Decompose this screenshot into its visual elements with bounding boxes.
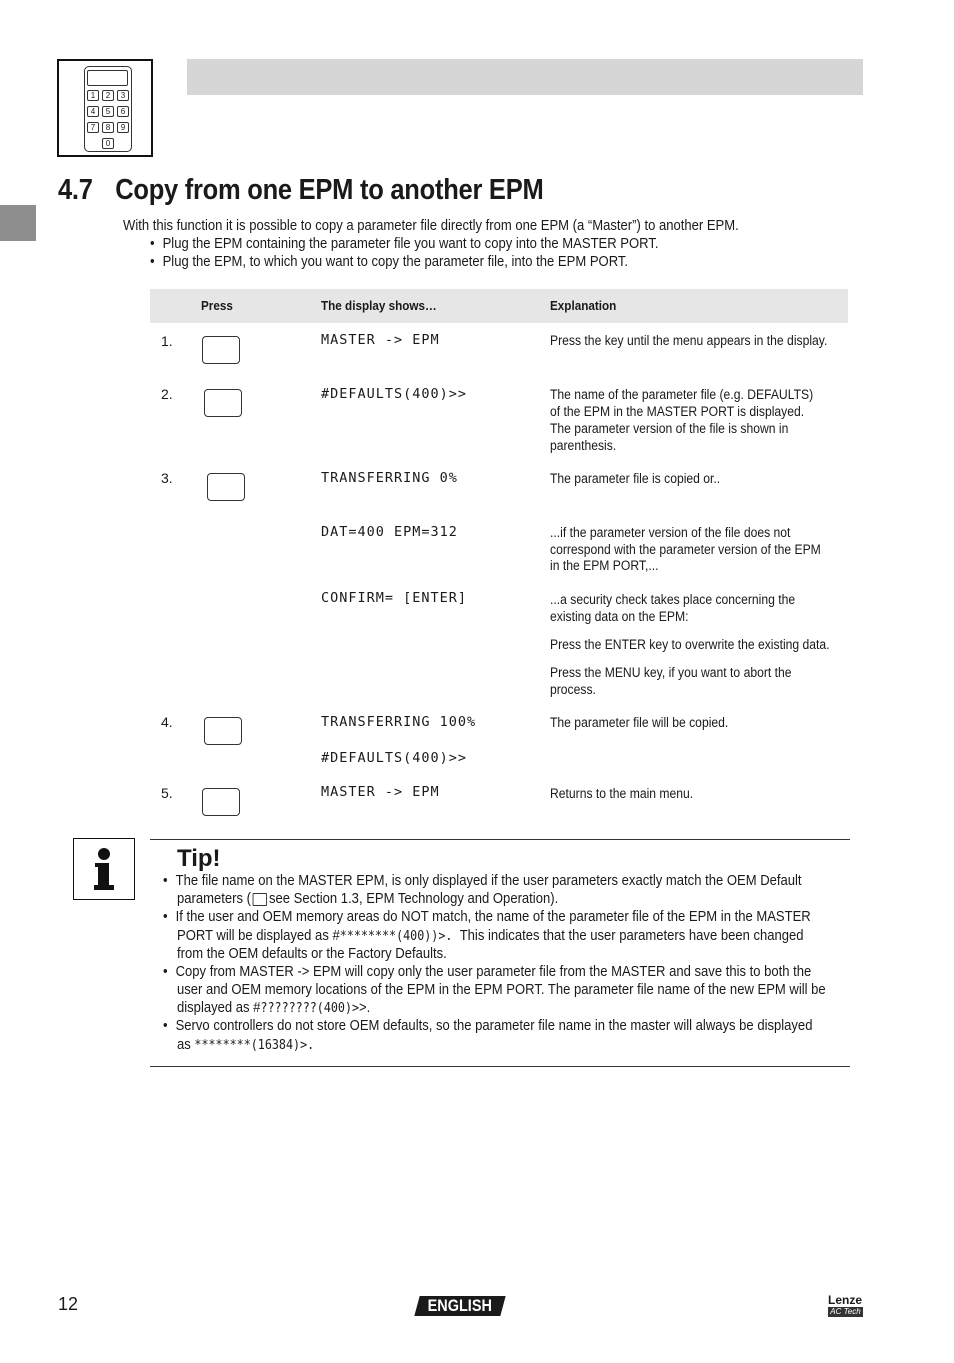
keypad-key: 3 (117, 90, 129, 101)
keypad-key: 9 (117, 122, 129, 133)
explanation-text: The name of the parameter file (e.g. DEFAULTS) (550, 387, 814, 402)
explanation-text: ...if the parameter version of the file does not (550, 525, 791, 540)
explanation-text: Press the ENTER key to overwrite the existing data. (550, 637, 830, 652)
explanation-text: Returns to the main menu. (550, 786, 694, 801)
display-text: #DEFAULTS(400)>> (321, 750, 468, 766)
tip-bullet-line: as ********(16384)>. (177, 1037, 315, 1053)
step-number: 1. (161, 333, 173, 349)
brand-logo: Lenze (828, 1293, 863, 1307)
keypad-key: 6 (117, 106, 129, 117)
info-icon (73, 838, 135, 900)
table-header (150, 289, 848, 323)
keypad-key: 0 (102, 138, 114, 149)
explanation-text: existing data on the EPM: (550, 609, 689, 624)
explanation-text: The parameter file will be copied. (550, 715, 729, 730)
bullet-item: • Plug the EPM, to which you want to copy the parameter file, into the EPM PORT. (150, 254, 629, 270)
keypad-key: 1 (87, 90, 99, 101)
explanation-text: The parameter file is copied or.. (550, 471, 721, 486)
explanation-text: correspond with the parameter version of the EPM (550, 542, 821, 557)
explanation-text: ...a security check takes place concerning the (550, 592, 796, 607)
key-button-icon (204, 717, 242, 745)
tip-title: Tip! (177, 845, 221, 872)
tip-divider-bottom (150, 1066, 850, 1067)
display-text: MASTER -> EPM (321, 784, 440, 800)
page-number: 12 (58, 1294, 79, 1314)
display-text: MASTER -> EPM (321, 332, 440, 348)
keypad-display (87, 70, 128, 86)
explanation-text: process. (550, 682, 596, 697)
tip-divider-top (150, 839, 850, 840)
tip-bullet: • Copy from MASTER -> EPM will copy only the user parameter file from the MASTER and save this to both the (163, 964, 812, 980)
display-text: TRANSFERRING 100% (321, 714, 477, 730)
keypad-key: 2 (102, 90, 114, 101)
explanation-text: The parameter version of the file is shown in (550, 421, 789, 436)
keypad-icon (84, 66, 132, 152)
step-number: 2. (161, 386, 173, 402)
column-header-press: Press (201, 298, 233, 313)
keypad-key: 7 (87, 122, 99, 133)
tip-bullet-line: PORT will be displayed as #********(400))>. This indicates that the user parameters have been changed (177, 928, 804, 944)
keypad-icon-box (57, 59, 153, 157)
display-text: DAT=400 EPM=312 (321, 524, 458, 540)
tip-bullet-line: user and OEM memory locations of the EPM in the EPM PORT. The parameter file name of the new EPM will be (177, 982, 826, 998)
keypad-key: 8 (102, 122, 114, 133)
column-header-explanation: Explanation (550, 298, 617, 313)
tip-bullet: • If the user and OEM memory areas do NOT match, the name of the parameter file of the EPM in the MASTER (163, 909, 811, 925)
tip-bullet: • The file name on the MASTER EPM, is only displayed if the user parameters exactly match the OEM Default (163, 873, 802, 889)
bullet-item: • Plug the EPM containing the parameter file you want to copy into the MASTER PORT. (150, 236, 659, 252)
language-badge: ENGLISH (414, 1296, 505, 1316)
book-reference-icon (253, 893, 267, 906)
section-number: 4.7 (58, 174, 93, 206)
key-button-icon (202, 336, 240, 364)
step-number: 5. (161, 785, 173, 801)
chapter-tab (0, 205, 36, 241)
intro-text: With this function it is possible to copy a parameter file directly from one EPM (a “Master”) to another EPM. (123, 218, 739, 234)
explanation-text: Press the key until the menu appears in the display. (550, 333, 828, 348)
brand-sub-logo: AC Tech (828, 1307, 863, 1317)
section-heading (58, 174, 543, 207)
key-button-icon (207, 473, 245, 501)
tip-bullet: • Servo controllers do not store OEM defaults, so the parameter file name in the master will always be displayed (163, 1018, 813, 1034)
display-text: TRANSFERRING 0% (321, 470, 458, 486)
step-number: 3. (161, 470, 173, 486)
explanation-text: of the EPM in the MASTER PORT is displayed. (550, 404, 805, 419)
key-button-icon (202, 788, 240, 816)
display-text: CONFIRM= [ENTER] (321, 590, 468, 606)
display-text: #DEFAULTS(400)>> (321, 386, 468, 402)
explanation-text: parenthesis. (550, 438, 617, 453)
explanation-text: Press the MENU key, if you want to abort the (550, 665, 792, 680)
keypad-key: 4 (87, 106, 99, 117)
keypad-key: 5 (102, 106, 114, 117)
column-header-display: The display shows… (321, 298, 437, 313)
tip-bullet-line: parameters ( see Section 1.3, EPM Technology and Operation). (177, 891, 559, 907)
explanation-text: in the EPM PORT,... (550, 558, 659, 573)
tip-bullet-line: from the OEM defaults or the Factory Defaults. (177, 946, 447, 962)
step-number: 4. (161, 714, 173, 730)
key-button-icon (204, 389, 242, 417)
section-title: Copy from one EPM to another EPM (115, 174, 544, 206)
header-bar (187, 59, 863, 95)
tip-bullet-line: displayed as #????????(400)>>. (177, 1000, 371, 1016)
